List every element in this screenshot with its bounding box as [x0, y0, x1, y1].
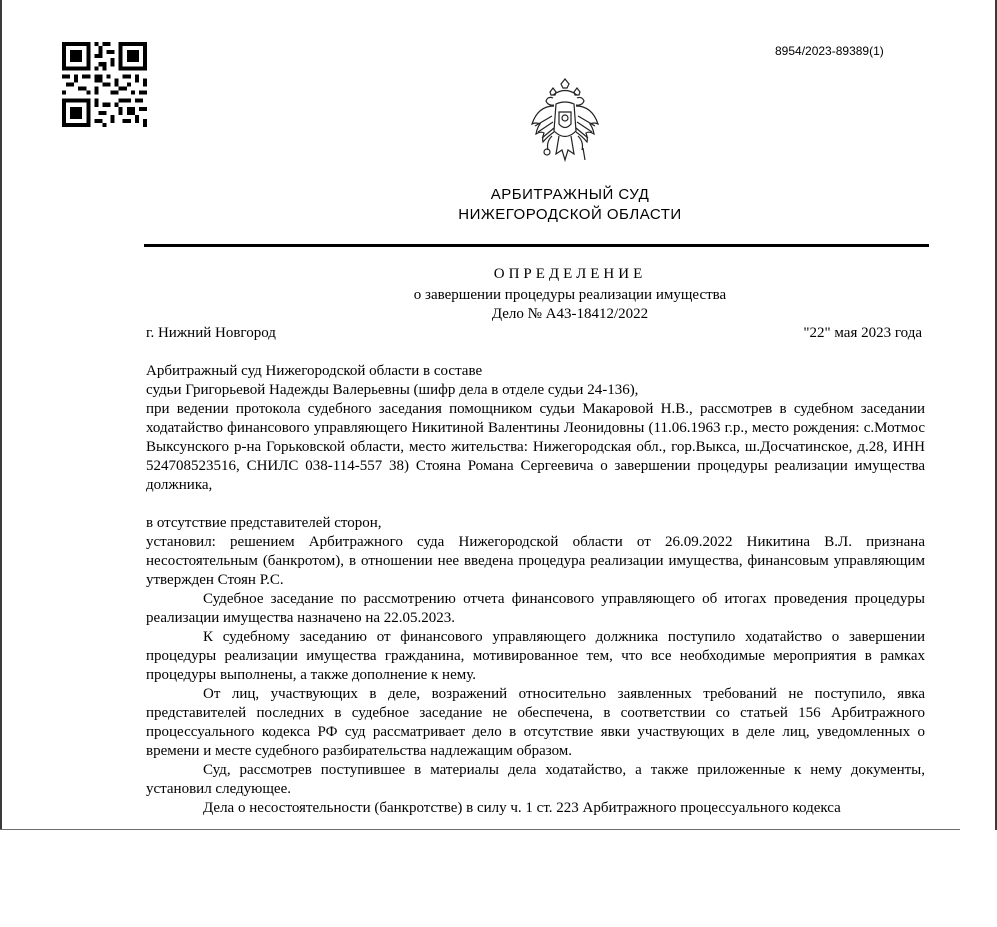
- qr-code-icon: [62, 42, 147, 127]
- double-headed-eagle-emblem-icon: [528, 76, 602, 168]
- document-date: "22" мая 2023 года: [803, 325, 922, 341]
- paragraph-established: установил: решением Арбитражного суда Нижегородской области от 26.09.2022 Никитина В.Л. признана несостоятельным (банкротом), в отношении нее введена процедура реализации имущества, финансовым управляющим утвержден Стоян Р.С.: [146, 534, 925, 588]
- document-subtitle: о завершении процедуры реализации имущества: [413, 287, 727, 303]
- court-name-line1: АРБИТРАЖНЫЙ СУД: [490, 186, 650, 203]
- court-name: [420, 185, 720, 225]
- paragraph-court-composition: Арбитражный суд Нижегородской области в составе: [146, 363, 483, 379]
- paragraph-absence: в отсутствие представителей сторон,: [146, 515, 382, 531]
- header-divider: [144, 244, 929, 247]
- paragraph-hearing: Судебное заседание по рассмотрению отчета финансового управляющего об итогах проведения процедуры реализации имущества назначено на 22.05.2023.: [146, 591, 925, 626]
- paragraph-objections: От лиц, участвующих в деле, возражений относительно заявленных требований не поступило, явка представителей последних в судебное заседание не обеспечена, в соответствии со статьей 156 Арбитражного процессуального кодекса РФ суд рассматривает дело в отсутствие явки участвующих в деле лиц, уведомленных о времени и месте судебного разбирательства надлежащим образом.: [146, 686, 925, 759]
- paragraph-protocol: при ведении протокола судебного заседания помощником судьи Макаровой Н.В., рассмотрев в судебном заседании ходатайство финансового управляющего Никитиной Валентины Леонидовны (11.06.1963 г.р., место рождения: с.Мотмос Выксунского р-на Горьковской области, место жительства: Нижегородская обл., гор.Выкса, ш.Досчатинское, д.28, ИНН 524708523516, СНИЛС 038-114-557 38) Стояна Романа Сергеевича о завершении процедуры реализации имущества должника,: [146, 401, 925, 493]
- paragraph-review: Суд, рассмотрев поступившее в материалы дела ходатайство, а также приложенные к нему документы, установил следующее.: [146, 762, 925, 797]
- case-registration-id: 8954/2023-89389(1): [775, 44, 884, 58]
- city-of-issue: г. Нижний Новгород: [146, 325, 276, 341]
- paragraph-bankruptcy-law: Дела о несостоятельности (банкротстве) в силу ч. 1 ст. 223 Арбитражного процессуального кодекса: [203, 800, 841, 816]
- viewer-background: [0, 830, 997, 927]
- document-type-heading: ОПРЕДЕЛЕНИЕ: [493, 266, 647, 282]
- paragraph-judge: судьи Григорьевой Надежды Валерьевны (шифр дела в отделе судьи 24-136),: [146, 382, 639, 398]
- paragraph-motion: К судебному заседанию от финансового управляющего должника поступило ходатайство о завершении процедуры реализации имущества гражданина, мотивированное тем, что все необходимые мероприятия в рамках процедуры выполнены, а также дополнение к нему.: [146, 629, 925, 683]
- court-name-line2: НИЖЕГОРОДСКОЙ ОБЛАСТИ: [458, 206, 682, 223]
- page-left-edge: [0, 0, 2, 830]
- document-body: [146, 362, 925, 818]
- case-number: Дело № А43-18412/2022: [491, 306, 649, 322]
